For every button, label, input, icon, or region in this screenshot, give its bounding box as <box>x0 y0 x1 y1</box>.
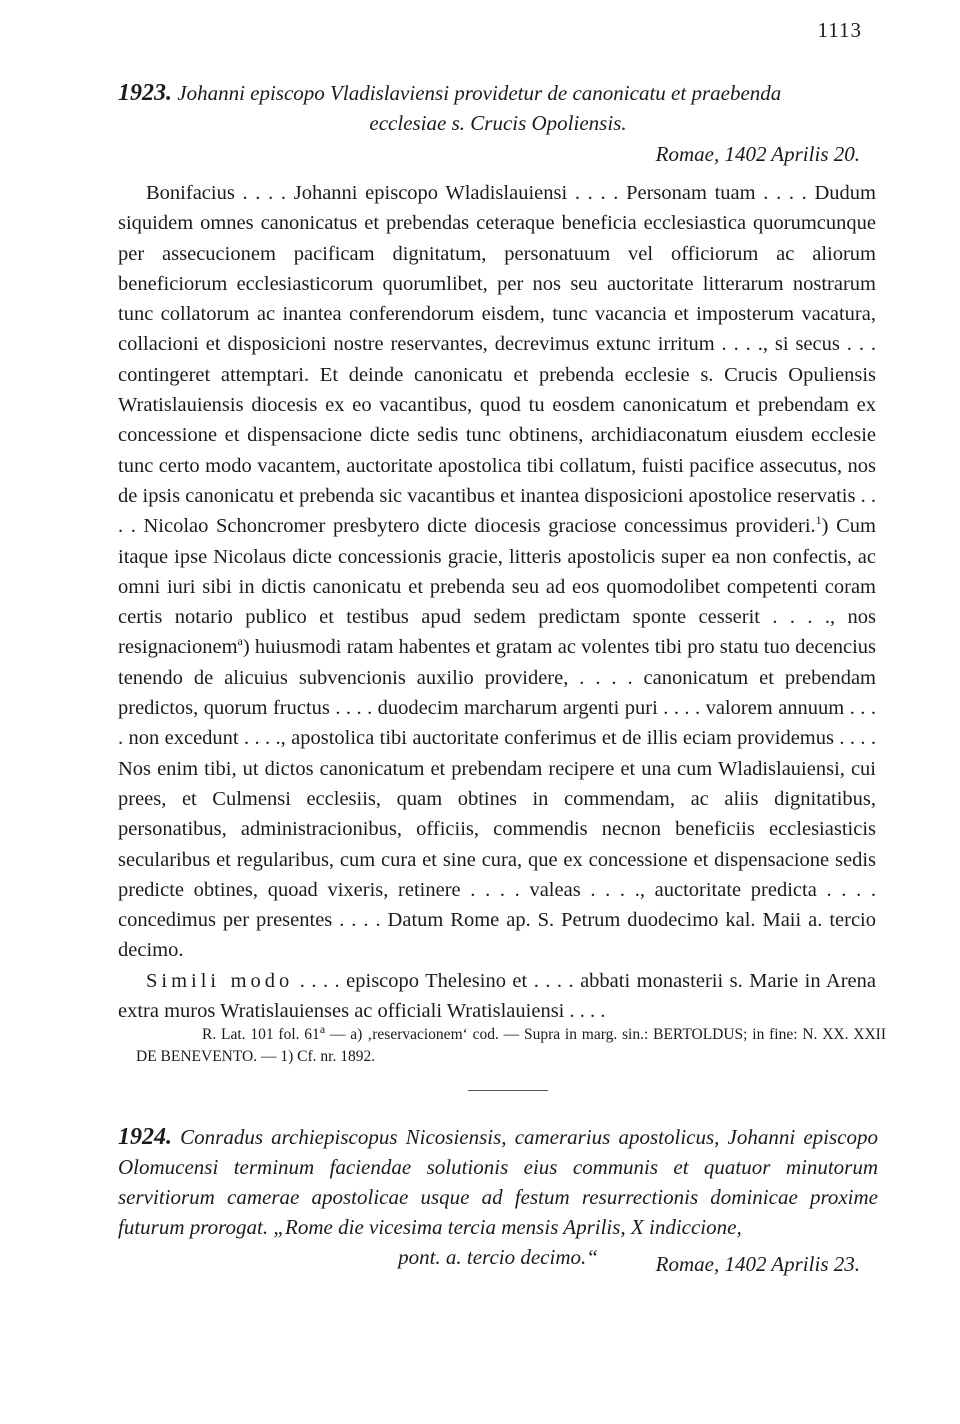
entry-1924-date: Romae, 1402 Aprilis 23. <box>655 1252 860 1276</box>
note-remainder: — a) ‚reservacionem‘ cod. — Supra in marg. sin.: BERTOLDUS; in fine: N. XX. XXII DE BENEVENTO. — 1) Cf. nr. 1892. <box>136 1026 886 1065</box>
footnote-1-marker: 1 <box>815 513 822 528</box>
paragraph-1-text-c: ) huiusmodi ratam habentes et gratam ac volentes tibi pro statu tuo decencius tenendo de alicuius subvencionis auxilio providere, . . . . canonicatum et prebendam predictos, quorum fructus . . . . duodecim marcharum argenti puri . . . . valorem annuum . . . . non excedunt . . . ., apostolica tibi auctoritate conferimus et de illis eciam providemus . . . . Nos enim tibi, ut dictos canonicatum et prebendam recipere et una cum Wladislauiensi, cui prees, et Culmensi ecclesiis, quam obtines in commendam, ac aliis dignitatibus, personatibus, administracionibus, officiis, commendis necnon beneficiis ecclesiasticis secularibus et regularibus, cum cura et sine cura, que ex concessione et dispensacione sedis predicte obtines, quoad vixeris, retinere . . . . valeas . . . ., auctoritate predicta . . . . concedimus per presentes . . . . Datum Rome ap. S. Petrum duodecimo kal. Maii a. tercio decimo. <box>118 636 876 962</box>
section-divider <box>468 1090 548 1091</box>
entry-1923-number: 1923. <box>118 80 172 106</box>
entry-1924-title-block <box>118 1122 878 1242</box>
entry-1923-title-text: Johanni episcopo Vladislaviensi providetur de canonicatu et praebenda <box>177 81 782 105</box>
note-source-ref: R. Lat. 101 fol. 61 <box>202 1026 320 1043</box>
entry-1923-heading <box>118 78 878 138</box>
entry-1923-date: Romae, 1402 Aprilis 20. <box>655 142 860 166</box>
entry-1923-paragraph-2 <box>118 966 876 1027</box>
entry-1924-heading <box>118 1122 878 1272</box>
entry-1924-title-last: pont. a. tercio decimo.“ <box>398 1245 598 1269</box>
note-superscript: a <box>319 1021 326 1036</box>
entry-1924-number: 1924. <box>118 1124 172 1150</box>
entry-1923-title-line2: ecclesiae s. Crucis Opoliensis. <box>369 111 627 135</box>
page-number: 1113 <box>817 18 862 42</box>
entry-1923-title-line1 <box>118 78 878 108</box>
entry-1923-apparatus-note <box>136 1021 886 1068</box>
entry-1923-paragraph-1 <box>118 178 876 966</box>
simili-modo-text: Simili modo <box>146 969 294 992</box>
entry-1923-body <box>118 178 876 1026</box>
paragraph-1-text-b: ) Cum itaque ipse Nicolaus dicte concessionis gracie, litteris apostolicis super ea non confectis, ac omni iuri sibi in dictis canonicatu et prebenda seu ad eos quomodolibet competenti coram certis notario publico et testibus apud sedem predictam sponte cesserit . . . ., nos resignacionem <box>118 515 876 659</box>
footnote-a-marker: a <box>237 634 243 649</box>
entry-1924-title-text: Conradus archiepiscopus Nicosiensis, camerarius apostolicus, Johanni episcopo Olomucensi terminum faciendae solutionis eius communis et quatuor minutorum servitiorum camerae apostolicae usque ad festum resurrectionis dominicae proxime futurum prorogat. „Rome die vicesima tercia mensis Aprilis, X indiccione, <box>118 1125 878 1239</box>
paragraph-2-text: . . . . episcopo Thelesino et . . . . abbati monasterii s. Marie in Arena extra muros Wratislauienses ac officiali Wratislauiensi . . . . <box>118 969 876 1023</box>
paragraph-1-text-a: Bonifacius . . . . Johanni episcopo Wladislauiensi . . . . Personam tuam . . . . Dudum siquidem omnes canonicatus et prebendas ceteraque beneficia ecclesiastica quorumcunque per assecucionem pacificam dignitatum, personatuum vel officiorum ac aliorum beneficiorum ecclesiasticorum quorumlibet, per nos seu auctoritate litterarum nostrarum tunc collatorum ac inantea conferendorum eisdem, tunc vacancia et imposterum vacatura, collacioni et disposicioni nostre reservantes, decrevimus extunc irritum . . . ., si secus . . . contingeret attemptari. Et deinde canonicatu et prebenda ecclesie s. Crucis Opuliensis Wratislauiensis diocesis ex eo vacantibus, quod tu eosdem canonicatum et prebendam ex concessione et dispensacione dicte sedis tunc obtinens, archidiaconatum eiusdem ecclesie tunc certo modo vacantem, auctoritate apostolica tibi collatum, fuisti pacifice assecutus, nos de ipsis canonicatu et prebenda sic vacantibus et inantea disposicioni apostolice reservatis . . . . Nicolao Schoncromer presbytero dicte diocesis graciose concessimus provideri. <box>118 182 876 538</box>
apparatus-note-text <box>136 1021 886 1068</box>
